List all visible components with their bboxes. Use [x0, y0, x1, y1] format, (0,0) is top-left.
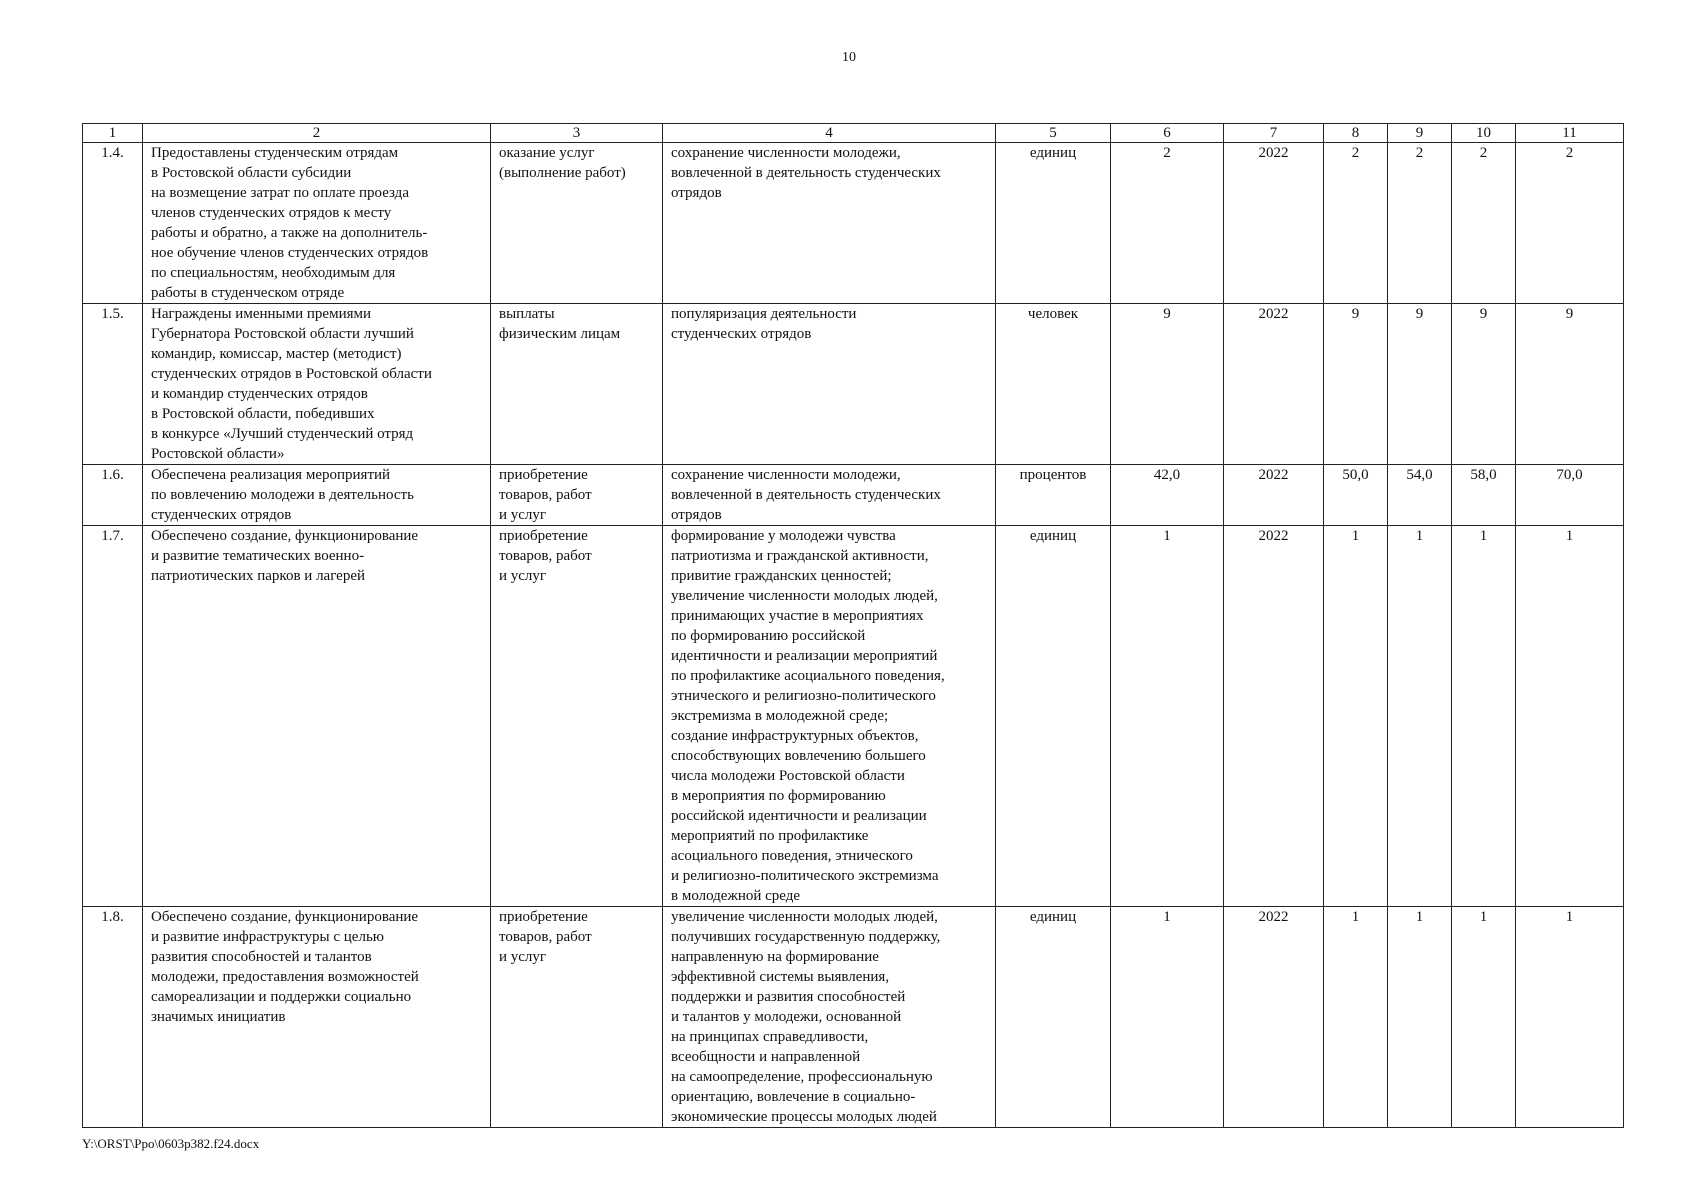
base-year-cell: 2022	[1224, 143, 1324, 304]
column-number-cell: 2	[143, 124, 491, 143]
result-name-cell: Награждены именными премиями Губернатора Ростовской области лучший командир, комиссар, мастер (методист) студенческих отрядов в Ростовской области и командир студенческих отрядов в Ростовской области, победивших в конкурсе «Лучший студенческий отряд Ростовской области»	[143, 304, 491, 465]
table-row	[83, 143, 1624, 304]
result-type-cell: приобретение товаров, работ и услуг	[491, 907, 663, 1128]
effect-description-cell: сохранение численности молодежи, вовлеченной в деятельность студенческих отрядов	[663, 465, 996, 526]
value-cell: 2	[1324, 143, 1388, 304]
column-number-cell: 9	[1388, 124, 1452, 143]
base-value-cell: 42,0	[1111, 465, 1224, 526]
effect-description-cell: формирование у молодежи чувства патриотизма и гражданской активности, привитие гражданских ценностей; увеличение численности молодых людей, принимающих участие в мероприятиях по формированию российской идентичности и реализации мероприятий по профилактике асоциального поведения, этнического и религиозно-политического экстремизма в молодежной среде; создание инфраструктурных объектов, способствующих вовлечению большего числа молодежи Ростовской области в мероприятия по формированию российской идентичности и реализации мероприятий по профилактике асоциального поведения, этнического и религиозно-политического экстремизма в молодежной среде	[663, 526, 996, 907]
unit-cell: процентов	[996, 465, 1111, 526]
value-cell: 1	[1324, 907, 1388, 1128]
value-cell: 1	[1452, 907, 1516, 1128]
column-number-cell: 4	[663, 124, 996, 143]
page-number: 10	[842, 50, 856, 65]
table-row	[83, 526, 1624, 907]
row-number-cell: 1.8.	[83, 907, 143, 1128]
result-name-cell: Предоставлены студенческим отрядам в Ростовской области субсидии на возмещение затрат по оплате проезда членов студенческих отрядов к месту работы и обратно, а также на дополнитель- ное обучение членов студенческих отрядов по специальностям, необходимым для работы в студенческом отряде	[143, 143, 491, 304]
result-name-cell: Обеспечено создание, функционирование и развитие тематических военно- патриотических парков и лагерей	[143, 526, 491, 907]
base-year-cell: 2022	[1224, 526, 1324, 907]
base-year-cell: 2022	[1224, 465, 1324, 526]
base-value-cell: 1	[1111, 526, 1224, 907]
table-header-row	[83, 124, 1624, 143]
table-row	[83, 304, 1624, 465]
value-cell: 9	[1516, 304, 1624, 465]
value-cell: 58,0	[1452, 465, 1516, 526]
column-number-cell: 6	[1111, 124, 1224, 143]
result-type-cell: приобретение товаров, работ и услуг	[491, 526, 663, 907]
value-cell: 2	[1452, 143, 1516, 304]
base-year-cell: 2022	[1224, 304, 1324, 465]
column-number-cell: 3	[491, 124, 663, 143]
column-number-cell: 5	[996, 124, 1111, 143]
value-cell: 9	[1324, 304, 1388, 465]
unit-cell: единиц	[996, 526, 1111, 907]
value-cell: 1	[1388, 526, 1452, 907]
base-year-cell: 2022	[1224, 907, 1324, 1128]
row-number-cell: 1.4.	[83, 143, 143, 304]
value-cell: 2	[1388, 143, 1452, 304]
column-number-cell: 1	[83, 124, 143, 143]
value-cell: 50,0	[1324, 465, 1388, 526]
result-name-cell: Обеспечена реализация мероприятий по вовлечению молодежи в деятельность студенческих отрядов	[143, 465, 491, 526]
result-type-cell: оказание услуг (выполнение работ)	[491, 143, 663, 304]
value-cell: 1	[1452, 526, 1516, 907]
base-value-cell: 1	[1111, 907, 1224, 1128]
unit-cell: единиц	[996, 143, 1111, 304]
value-cell: 2	[1516, 143, 1624, 304]
results-table	[82, 123, 1624, 1128]
column-number-cell: 11	[1516, 124, 1624, 143]
base-value-cell: 2	[1111, 143, 1224, 304]
result-type-cell: приобретение товаров, работ и услуг	[491, 465, 663, 526]
value-cell: 1	[1388, 907, 1452, 1128]
column-number-cell: 8	[1324, 124, 1388, 143]
effect-description-cell: сохранение численности молодежи, вовлеченной в деятельность студенческих отрядов	[663, 143, 996, 304]
effect-description-cell: популяризация деятельности студенческих отрядов	[663, 304, 996, 465]
value-cell: 1	[1324, 526, 1388, 907]
table-row	[83, 907, 1624, 1128]
unit-cell: человек	[996, 304, 1111, 465]
column-number-cell: 10	[1452, 124, 1516, 143]
result-name-cell: Обеспечено создание, функционирование и развитие инфраструктуры с целью развития способностей и талантов молодежи, предоставления возможностей самореализации и поддержки социально значимых инициатив	[143, 907, 491, 1128]
row-number-cell: 1.7.	[83, 526, 143, 907]
column-number-cell: 7	[1224, 124, 1324, 143]
table-row	[83, 465, 1624, 526]
unit-cell: единиц	[996, 907, 1111, 1128]
value-cell: 70,0	[1516, 465, 1624, 526]
result-type-cell: выплаты физическим лицам	[491, 304, 663, 465]
value-cell: 54,0	[1388, 465, 1452, 526]
value-cell: 1	[1516, 907, 1624, 1128]
document-file-path: Y:\ORST\Ppo\0603p382.f24.docx	[82, 1136, 260, 1151]
base-value-cell: 9	[1111, 304, 1224, 465]
effect-description-cell: увеличение численности молодых людей, получивших государственную поддержку, направленную на формирование эффективной системы выявления, поддержки и развития способностей и талантов у молодежи, основанной на принципах справедливости, всеобщности и направленной на самоопределение, профессиональную ориентацию, вовлечение в социально- экономические процессы молодых людей	[663, 907, 996, 1128]
value-cell: 9	[1452, 304, 1516, 465]
row-number-cell: 1.6.	[83, 465, 143, 526]
value-cell: 9	[1388, 304, 1452, 465]
value-cell: 1	[1516, 526, 1624, 907]
row-number-cell: 1.5.	[83, 304, 143, 465]
